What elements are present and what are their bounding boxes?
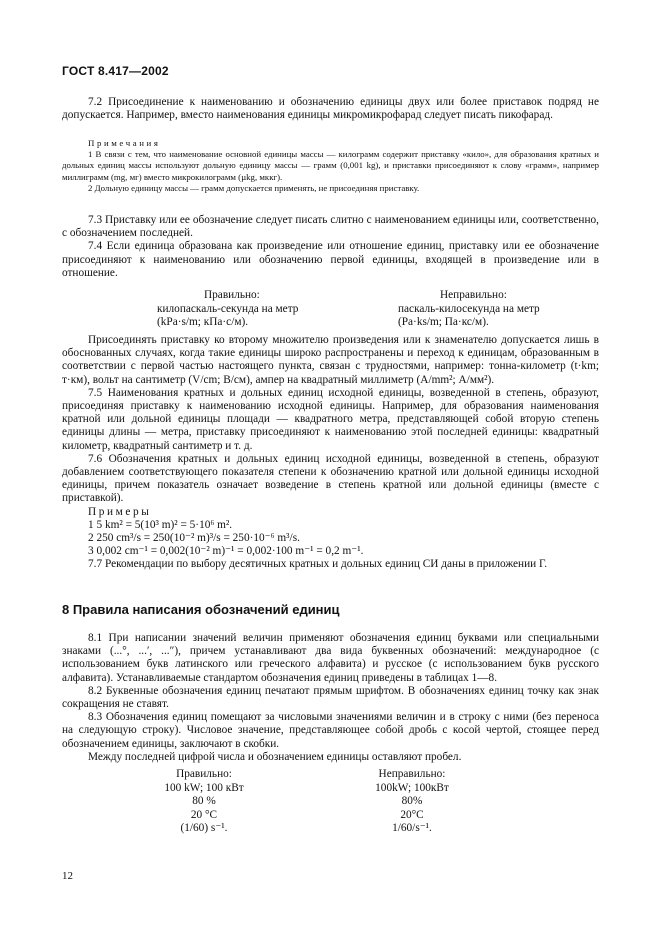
paragraph-7-4-continued xyxy=(62,334,599,572)
example-1: 1 5 km² = 5(10³ m)² = 5·10⁶ m². xyxy=(88,518,233,531)
paragraph-7-3 xyxy=(62,214,599,280)
section-8-body xyxy=(62,632,599,764)
incorrect-line: 80% xyxy=(401,795,423,808)
correct-line: килопаскаль-секунда на метр xyxy=(157,302,299,315)
example-2: 2 250 cm³/s = 250(10⁻² m)³/s = 250·10⁻⁶ m³/s. xyxy=(88,532,300,545)
document-header: ГОСТ 8.417—2002 xyxy=(62,64,169,78)
paragraph-text: 7.3 Приставку или ее обозначение следует писать слитно с наименованием единицы или, соответственно, с обозначением последней. xyxy=(62,214,599,240)
notes-block xyxy=(62,138,599,194)
incorrect-label: Неправильно: xyxy=(378,768,446,780)
correct-line: 100 kW; 100 кВт xyxy=(164,781,244,794)
correct-label: Правильно: xyxy=(204,289,260,301)
paragraph-text: Присоединять приставку ко второму множителю произведения или к знаменателю допускается лишь в обоснованных случаях, когда такие единицы широко распространены и переход к единицам, образованным в соответствии с первой частью настоящего пункта, связан с трудностями, например: тонна-километр (t·km; т·км), вольт на сантиметр (V/cm; В/см), ампер на квадратный миллиметр (A/mm²; А/мм²). xyxy=(62,334,599,386)
paragraph-8-3-continued: Между последней цифрой числа и обозначением единицы оставляют пробел. xyxy=(88,750,462,763)
paragraph-8-3: 8.3 Обозначения единиц помещают за числовыми значениями величин и в строку с ними (без переноса на следующую строку). Числовое значение, представляющее собой дробь с косой чертой, стоящее перед обозначением единицы, заключают в скобки. xyxy=(62,711,599,750)
example-table-1 xyxy=(62,289,599,333)
paragraph-7-6: 7.6 Обозначения кратных и дольных единиц исходной единицы, возведенной в степень, образуют добавлением соответствующего показателя степени к обозначению кратной или дольной единицы исходной единицы, причем показатель означает возведение в степень кратной или дольной единицы (вместе с приставкой). xyxy=(62,452,599,505)
example-table-2 xyxy=(62,768,599,838)
paragraph-7-7: 7.7 Рекомендации по выбору десятичных кратных и дольных единиц СИ даны в приложении Г. xyxy=(88,558,548,571)
incorrect-line: 1/60/s⁻¹. xyxy=(392,822,432,835)
correct-column xyxy=(154,768,254,836)
correct-column xyxy=(157,289,307,330)
incorrect-line: (Pa·ks/m; Па·кс/м). xyxy=(398,316,489,329)
incorrect-line: 20°C xyxy=(400,808,424,821)
examples-title: Примеры xyxy=(88,505,152,518)
paragraph-8-2: 8.2 Буквенные обозначения единиц печатают прямым шрифтом. В обозначениях единиц точку как знак сокращения не ставят. xyxy=(62,684,599,711)
notes-title: Примечания xyxy=(88,138,161,148)
note-1: 1 В связи с тем, что наименование основной единицы массы — килограмм содержит приставку «кило», для образования кратных и дольных единиц массы используют дольную единицу массы — грамм (0,001 kg), и приставки присоединяют к слову «грамм», например миллиграмм (mg, мг) вместо микрокилограмм (µkg, мккг). xyxy=(62,149,599,182)
correct-line: (1/60) s⁻¹. xyxy=(180,822,228,835)
correct-label: Правильно: xyxy=(176,768,232,780)
paragraph-text: 7.2 Присоединение к наименованию и обозначению единицы двух или более приставок подряд не допускается. Например, вместо наименования единицы микромикрофарад следует писать пикофарад. xyxy=(62,96,599,122)
incorrect-line: паскаль-килосекунда на метр xyxy=(398,302,540,315)
correct-line: 20 °C xyxy=(190,808,218,821)
page-number: 12 xyxy=(62,870,73,882)
paragraph-7-2 xyxy=(62,96,599,122)
incorrect-column xyxy=(398,289,578,330)
correct-line: 80 % xyxy=(192,795,216,808)
paragraph-8-1: 8.1 При написании значений величин применяют обозначения единиц буквами или специальными знаками (...°, ...′, ...″), причем устанавливают два вида буквенных обозначений: международное (с использованием букв латинского или греческого алфавита) и русское (с использованием букв русского алфавита). Устанавливаемые стандартом обозначения единиц приведены в таблицах 1—8. xyxy=(62,632,599,684)
incorrect-column xyxy=(357,768,467,836)
incorrect-label: Неправильно: xyxy=(440,289,507,301)
correct-line: (kPa·s/m; кПа·с/м). xyxy=(157,316,249,329)
section-8-heading: 8 Правила написания обозначений единиц xyxy=(62,602,340,617)
paragraph-7-4: 7.4 Если единица образована как произведение или отношение единиц, приставку или ее обозначение присоединяют к наименованию или обозначению первой единицы, входящей в произведение или в отношение. xyxy=(62,240,599,279)
note-2: 2 Дольную единицу массы — грамм допускается применять, не присоединяя приставку. xyxy=(88,182,420,193)
paragraph-7-5: 7.5 Наименования кратных и дольных единиц исходной единицы, возведенной в степень, образуют, присоединяя приставку к наименованию исходной единицы. Например, для образования наименования кратной или дольной единицы площади — квадратного метра, представляющей собой вторую степень единицы длины — метра, приставку присоединяют к наименованию этой последней единицы: квадратный километр, квадратный сантиметр и т. д. xyxy=(62,386,599,452)
example-3: 3 0,002 cm⁻¹ = 0,002(10⁻² m)⁻¹ = 0,002·100 m⁻¹ = 0,2 m⁻¹. xyxy=(88,545,364,558)
incorrect-line: 100kW; 100кВт xyxy=(375,781,449,794)
